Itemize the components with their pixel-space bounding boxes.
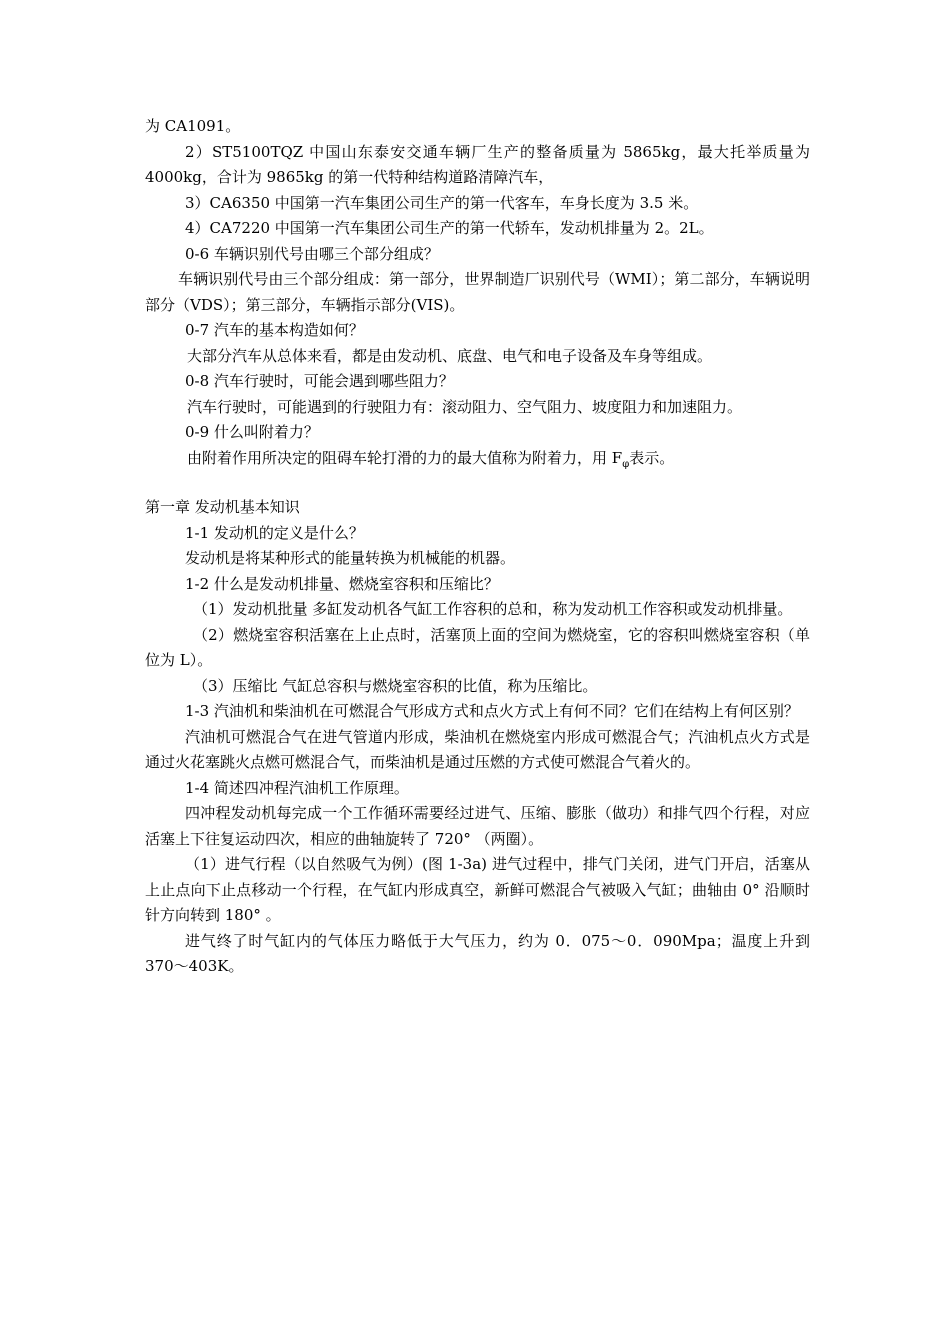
answer-0-9-text-end: 表示。 bbox=[629, 448, 675, 467]
document-body bbox=[145, 114, 810, 980]
answer-1-2-item-1: （1）发动机批量 多缸发动机各气缸工作容积的总和，称为发动机工作容积或发动机排量。 bbox=[193, 600, 793, 618]
question-0-7: 0-7 汽车的基本构造如何？ bbox=[185, 321, 364, 339]
answer-0-7: 大部分汽车从总体来看，都是由发动机、底盘、电气和电子设备及车身等组成。 bbox=[187, 346, 713, 365]
paragraph-example-3: 3）CA6350 中国第一汽车集团公司生产的第一代客车，车身长度为 3.5 米。 bbox=[185, 193, 699, 212]
question-1-3: 1-3 汽油机和柴油机在可燃混合气形成方式和点火方式上有何不同？它们在结构上有何区别？ bbox=[185, 702, 799, 720]
question-0-6: 0-6 车辆识别代号由哪三个部分组成？ bbox=[185, 244, 439, 263]
chapter-title: 第一章 发动机基本知识 bbox=[145, 498, 300, 516]
phi-subscript: φ bbox=[622, 458, 630, 470]
answer-1-4-intake-stroke: （1）进气行程（以自然吸气为例）(图 1-3a) 进气过程中，排气门关闭，进气门开启，活塞从上止点向下止点移动一个行程，在气缸内形成真空，新鲜可燃混合气被吸入气缸；曲轴由 0° 沿顺时针方向转到 180° 。 bbox=[145, 855, 810, 924]
answer-1-4: 四冲程发动机每完成一个工作循环需要经过进气、压缩、膨胀（做功）和排气四个行程，对应活塞上下往复运动四次，相应的曲轴旋转了 720° （两圈）。 bbox=[145, 804, 810, 848]
answer-1-3: 汽油机可燃混合气在进气管道内形成，柴油机在燃烧室内形成可燃混合气；汽油机点火方式是通过火花塞跳火点燃可燃混合气，而柴油机是通过压燃的方式使可燃混合气着火的。 bbox=[145, 727, 810, 771]
answer-1-1: 发动机是将某种形式的能量转换为机械能的机器。 bbox=[185, 549, 516, 567]
answer-1-2-item-3: （3）压缩比 气缸总容积与燃烧室容积的比值，称为压缩比。 bbox=[193, 676, 598, 695]
paragraph-continuation: 为 CA1091。 bbox=[145, 117, 241, 135]
question-0-9: 0-9 什么叫附着力？ bbox=[185, 423, 319, 441]
answer-0-9-text: 由附着作用所决定的阻碍车轮打滑的力的最大值称为附着力，用 F bbox=[187, 448, 623, 467]
answer-0-6: 车辆识别代号由三个部分组成：第一部分，世界制造厂识别代号（WMI）；第二部分，车辆说明部分（VDS）；第三部分，车辆指示部分(VIS)。 bbox=[145, 270, 810, 314]
paragraph-example-4: 4）CA7220 中国第一汽车集团公司生产的第一代轿车，发动机排量为 2。2L。 bbox=[185, 219, 714, 237]
question-1-1: 1-1 发动机的定义是什么？ bbox=[185, 523, 364, 542]
answer-1-4-intake-end: 进气终了时气缸内的气体压力略低于大气压力，约为 0．075～0．090Mpa；温度上升到 370～403K。 bbox=[145, 931, 810, 975]
answer-0-9 bbox=[145, 446, 810, 472]
paragraph-example-2: 2）ST5100TQZ 中国山东泰安交通车辆厂生产的整备质量为 5865kg，最大托举质量为 4000kg，合计为 9865kg 的第一代特种结构道路清障汽车， bbox=[145, 142, 810, 186]
answer-1-2-item-2: （2）燃烧室容积活塞在上止点时，活塞顶上面的空间为燃烧室，它的容积叫燃烧室容积（单位为 L）。 bbox=[145, 625, 810, 669]
answer-0-8: 汽车行驶时，可能遇到的行驶阻力有：滚动阻力、空气阻力、坡度阻力和加速阻力。 bbox=[187, 397, 743, 416]
question-0-8: 0-8 汽车行驶时，可能会遇到哪些阻力？ bbox=[185, 372, 454, 390]
question-1-2: 1-2 什么是发动机排量、燃烧室容积和压缩比？ bbox=[185, 574, 499, 593]
question-1-4: 1-4 简述四冲程汽油机工作原理。 bbox=[185, 778, 409, 797]
